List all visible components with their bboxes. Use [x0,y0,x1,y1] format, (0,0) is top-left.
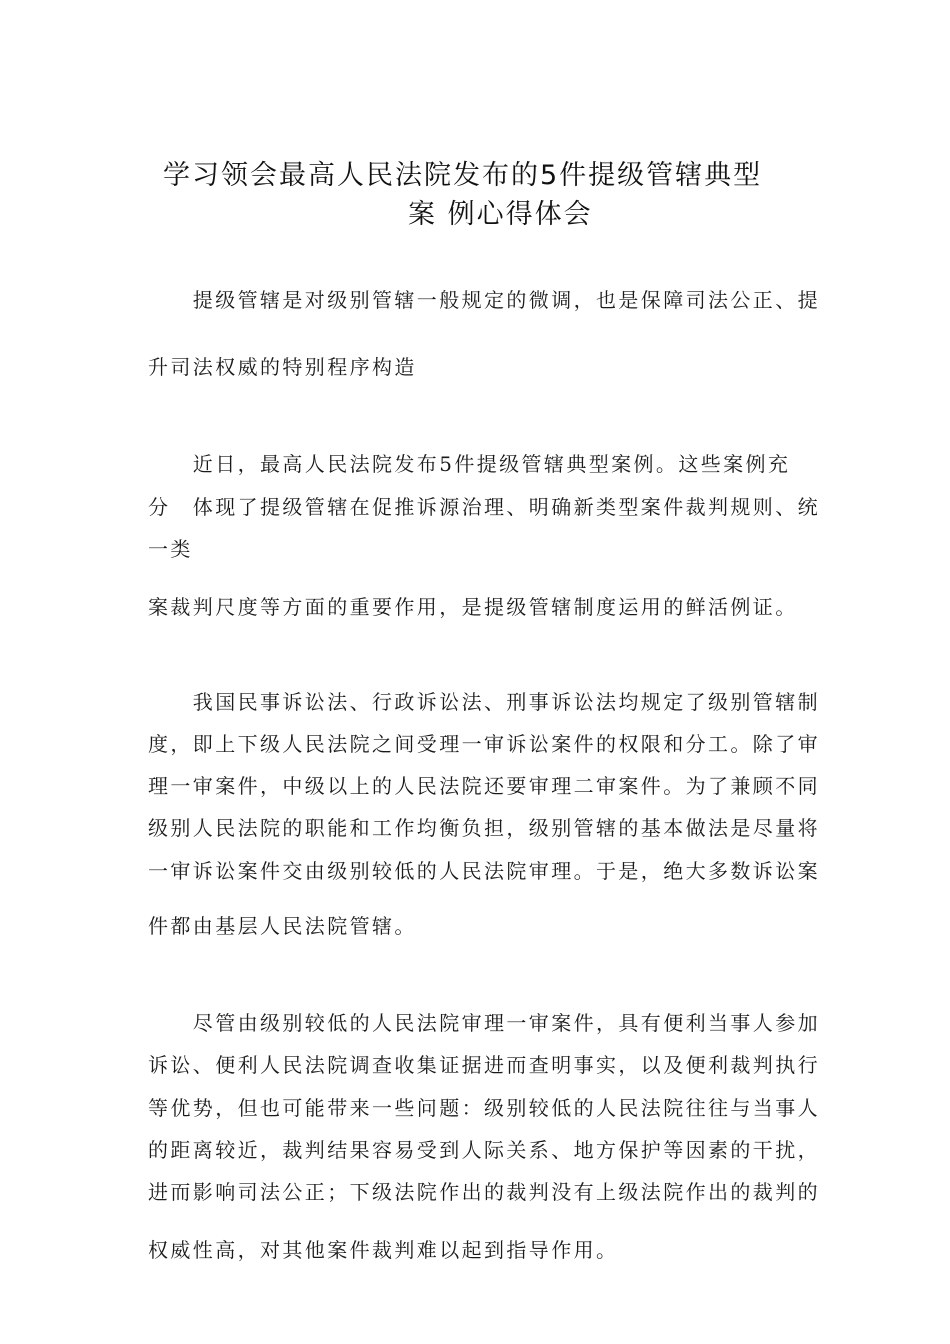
paragraph-line: 案裁判尺度等方面的重要作用，是提级管辖制度运用的鲜活例证。 [148,595,798,619]
document-title-line-1: 学习领会最高人民法院发布的5件提级管辖典型 [163,160,763,191]
paragraph-line: 件都由基层人民法院管辖。 [148,914,417,938]
paragraph-line: 尽管由级别较低的人民法院审理一审案件，具有便利当事人参加 [148,1011,820,1035]
paragraph-line: 权威性高，对其他案件裁判难以起到指导作用。 [148,1238,619,1262]
paragraph-line: 等优势，但也可能带来一些问题：级别较低的人民法院往往与当事人 [148,1096,820,1120]
paragraph-line: 我国民事诉讼法、行政诉讼法、刑事诉讼法均规定了级别管辖制 [148,690,820,714]
paragraph-line: 分 体现了提级管辖在促推诉源治理、明确新类型案件裁判规则、统 [148,495,820,519]
paragraph-line: 度，即上下级人民法院之间受理一审诉讼案件的权限和分工。除了审 [148,732,820,756]
paragraph-line: 升司法权威的特别程序构造 [148,355,417,379]
paragraph-line: 理一审案件，中级以上的人民法院还要审理二审案件。为了兼顾不同 [148,774,820,798]
paragraph-line: 近日，最高人民法院发布5件提级管辖典型案例。这些案例充 [148,452,791,476]
paragraph-line: 一类 [148,537,193,561]
paragraph-line: 进而影响司法公正；下级法院作出的裁判没有上级法院作出的裁判的 [148,1180,820,1204]
paragraph-line: 诉讼、便利人民法院调查收集证据进而查明事实，以及便利裁判执行 [148,1053,820,1077]
document-title-line-2: 案 例心得体会 [408,199,593,230]
paragraph-line: 的距离较近，裁判结果容易受到人际关系、地方保护等因素的干扰， [148,1138,820,1162]
paragraph-line: 提级管辖是对级别管辖一般规定的微调，也是保障司法公正、提 [148,288,820,312]
paragraph-line: 一审诉讼案件交由级别较低的人民法院审理。于是，绝大多数诉讼案 [148,859,820,883]
paragraph-line: 级别人民法院的职能和工作均衡负担，级别管辖的基本做法是尽量将 [148,816,820,840]
